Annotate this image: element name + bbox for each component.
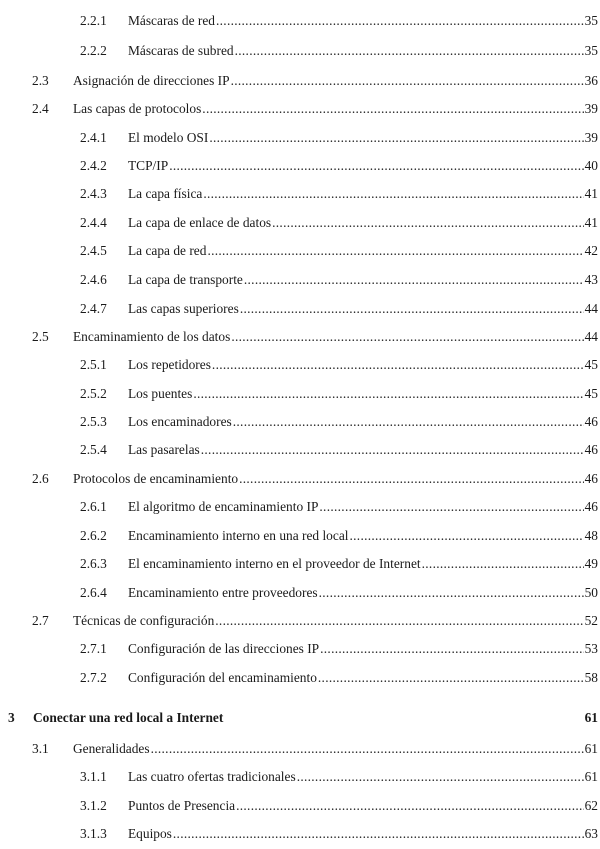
toc-entry-page: 52 bbox=[584, 613, 598, 628]
toc-entry-page: 42 bbox=[584, 243, 598, 258]
dot-leader bbox=[272, 212, 583, 234]
toc-entry[interactable] bbox=[0, 383, 600, 405]
toc-entry-number: 2.6.3 bbox=[80, 556, 107, 571]
toc-entry-number: 2.5 bbox=[32, 329, 49, 344]
dot-leader bbox=[209, 127, 583, 149]
toc-entry-page: 45 bbox=[584, 357, 598, 372]
toc-entry[interactable] bbox=[0, 269, 600, 291]
dot-leader bbox=[215, 610, 583, 632]
toc-entry-number: 2.6.1 bbox=[80, 499, 107, 514]
toc-entry-number: 2.4.2 bbox=[80, 158, 107, 173]
toc-entry[interactable] bbox=[0, 610, 600, 632]
toc-entry[interactable] bbox=[0, 70, 600, 92]
toc-entry-page: 44 bbox=[584, 329, 598, 344]
toc-entry[interactable] bbox=[0, 40, 600, 62]
toc-entry-title: Los puentes bbox=[128, 386, 193, 401]
toc-entry[interactable] bbox=[0, 10, 600, 32]
toc-entry-title: El algoritmo de encaminamiento IP bbox=[128, 499, 319, 514]
toc-entry-title: Las cuatro ofertas tradicionales bbox=[128, 769, 296, 784]
toc-entry[interactable] bbox=[0, 738, 600, 760]
toc-entry-title: Encaminamiento entre proveedores bbox=[128, 585, 318, 600]
toc-entry-number: 3 bbox=[8, 710, 15, 725]
toc-entry-number: 2.3 bbox=[32, 73, 49, 88]
toc-entry-title: Asignación de direcciones IP bbox=[73, 73, 230, 88]
dot-leader bbox=[201, 439, 584, 461]
toc-entry[interactable] bbox=[0, 326, 600, 348]
toc-entry-number: 3.1.3 bbox=[80, 826, 107, 841]
dot-leader bbox=[169, 155, 583, 177]
toc-entry-title: TCP/IP bbox=[128, 158, 169, 173]
toc-entry[interactable] bbox=[0, 298, 600, 320]
toc-entry-title: Protocolos de encaminamiento bbox=[73, 471, 239, 486]
toc-entry-page: 46 bbox=[584, 414, 598, 429]
toc-entry-title: Máscaras de subred bbox=[128, 43, 234, 58]
toc-entry-number: 2.6.2 bbox=[80, 528, 107, 543]
dot-leader bbox=[297, 766, 584, 788]
toc-entry-page: 36 bbox=[584, 73, 598, 88]
toc-entry-number: 3.1.1 bbox=[80, 769, 107, 784]
dot-leader bbox=[319, 582, 584, 604]
toc-entry-page: 49 bbox=[584, 556, 598, 571]
toc-entry-number: 2.7.2 bbox=[80, 670, 107, 685]
toc-entry-page: 41 bbox=[584, 215, 598, 230]
toc-entry[interactable] bbox=[0, 98, 600, 120]
dot-leader bbox=[350, 525, 584, 547]
dot-leader bbox=[244, 269, 584, 291]
toc-entry-page: 46 bbox=[584, 499, 598, 514]
dot-leader bbox=[422, 553, 584, 575]
toc-entry-page: 58 bbox=[584, 670, 598, 685]
toc-entry-number: 2.4 bbox=[32, 101, 49, 116]
dot-leader bbox=[233, 411, 584, 433]
toc-entry[interactable] bbox=[0, 354, 600, 376]
toc-entry-page: 63 bbox=[584, 826, 598, 841]
toc-entry[interactable] bbox=[0, 212, 600, 234]
toc-entry-title: Las capas superiores bbox=[128, 301, 239, 316]
toc-entry-page: 45 bbox=[584, 386, 598, 401]
toc-entry-number: 3.1.2 bbox=[80, 798, 107, 813]
dot-leader bbox=[235, 40, 584, 62]
toc-chapter-entry[interactable] bbox=[0, 707, 600, 729]
toc-entry[interactable] bbox=[0, 411, 600, 433]
toc-entry-page: 39 bbox=[584, 130, 598, 145]
toc-entry-number: 2.4.4 bbox=[80, 215, 107, 230]
toc-entry-page: 46 bbox=[584, 471, 598, 486]
toc-entry-number: 2.4.3 bbox=[80, 186, 107, 201]
toc-entry[interactable] bbox=[0, 553, 600, 575]
toc-entry-number: 2.5.3 bbox=[80, 414, 107, 429]
toc-entry-title: La capa física bbox=[128, 186, 203, 201]
toc-entry-number: 2.6 bbox=[32, 471, 49, 486]
toc-entry[interactable] bbox=[0, 795, 600, 817]
dot-leader bbox=[216, 10, 584, 32]
dot-leader bbox=[212, 354, 584, 376]
toc-entry-title: Las capas de protocolos bbox=[73, 101, 202, 116]
toc-entry-title: Técnicas de configuración bbox=[73, 613, 215, 628]
toc-entry[interactable] bbox=[0, 496, 600, 518]
toc-entry-title: La capa de enlace de datos bbox=[128, 215, 272, 230]
toc-entry-page: 43 bbox=[584, 272, 598, 287]
toc-entry-page: 41 bbox=[584, 186, 598, 201]
toc-entry-number: 2.4.5 bbox=[80, 243, 107, 258]
toc-entry-number: 2.2.1 bbox=[80, 13, 107, 28]
dot-leader bbox=[202, 98, 583, 120]
dot-leader bbox=[231, 70, 584, 92]
toc-entry-number: 2.7 bbox=[32, 613, 49, 628]
toc-entry-title: Generalidades bbox=[73, 741, 150, 756]
dot-leader bbox=[207, 240, 583, 262]
toc-entry[interactable] bbox=[0, 638, 600, 660]
toc-entry-title: Los encaminadores bbox=[128, 414, 232, 429]
toc-entry-number: 2.6.4 bbox=[80, 585, 107, 600]
toc-entry-number: 2.4.7 bbox=[80, 301, 107, 316]
toc-entry-title: Encaminamiento de los datos bbox=[73, 329, 231, 344]
dot-leader bbox=[319, 496, 583, 518]
toc-entry-page: 35 bbox=[584, 13, 598, 28]
toc-entry-title: Máscaras de red bbox=[128, 13, 215, 28]
dot-leader bbox=[240, 298, 584, 320]
toc-entry-page: 40 bbox=[584, 158, 598, 173]
toc-entry-page: 53 bbox=[584, 641, 598, 656]
toc-entry-number: 2.4.1 bbox=[80, 130, 107, 145]
toc-entry[interactable] bbox=[0, 766, 600, 788]
toc-entry[interactable] bbox=[0, 667, 600, 689]
dot-leader bbox=[203, 183, 583, 205]
toc-entry[interactable] bbox=[0, 823, 600, 845]
toc-entry-page: 50 bbox=[584, 585, 598, 600]
toc-entry-number: 2.2.2 bbox=[80, 43, 107, 58]
toc-entry[interactable] bbox=[0, 127, 600, 149]
toc-entry[interactable] bbox=[0, 240, 600, 262]
toc-entry-title: El modelo OSI bbox=[128, 130, 209, 145]
dot-leader bbox=[320, 638, 583, 660]
toc-entry[interactable] bbox=[0, 155, 600, 177]
toc-entry-title: Puntos de Presencia bbox=[128, 798, 236, 813]
toc-entry-page: 48 bbox=[584, 528, 598, 543]
toc-entry-number: 2.5.1 bbox=[80, 357, 107, 372]
toc-entry-title: Conectar una red local a Internet bbox=[33, 710, 224, 725]
toc-entry-title: La capa de red bbox=[128, 243, 207, 258]
toc-entry-title: Encaminamiento interno en una red local bbox=[128, 528, 349, 543]
toc-entry-number: 3.1 bbox=[32, 741, 49, 756]
toc-entry-page: 44 bbox=[584, 301, 598, 316]
toc-entry-page: 61 bbox=[584, 769, 598, 784]
toc-entry-number: 2.4.6 bbox=[80, 272, 107, 287]
toc-entry-title: Configuración de las direcciones IP bbox=[128, 641, 320, 656]
toc-entry[interactable] bbox=[0, 582, 600, 604]
toc-entry-number: 2.5.2 bbox=[80, 386, 107, 401]
dot-leader bbox=[231, 326, 583, 348]
toc-entry-page: 61 bbox=[584, 710, 598, 725]
toc-entry-title: Configuración del encaminamiento bbox=[128, 670, 317, 685]
dot-leader bbox=[173, 823, 584, 845]
dot-leader bbox=[236, 795, 584, 817]
dot-leader bbox=[193, 383, 583, 405]
toc-entry[interactable] bbox=[0, 525, 600, 547]
toc-entry-page: 35 bbox=[584, 43, 598, 58]
toc-entry-title: La capa de transporte bbox=[128, 272, 243, 287]
toc-entry-page: 39 bbox=[584, 101, 598, 116]
toc-entry-page: 46 bbox=[584, 442, 598, 457]
dot-leader bbox=[318, 667, 584, 689]
toc-entry-page: 62 bbox=[584, 798, 598, 813]
toc-entry[interactable] bbox=[0, 468, 600, 490]
toc-entry[interactable] bbox=[0, 439, 600, 461]
dot-leader bbox=[151, 738, 584, 760]
dot-leader bbox=[239, 468, 584, 490]
toc-entry-title: Las pasarelas bbox=[128, 442, 200, 457]
toc-entry-title: El encaminamiento interno en el proveedor de Internet bbox=[128, 556, 421, 571]
toc-entry-number: 2.5.4 bbox=[80, 442, 107, 457]
toc-entry-title: Equipos bbox=[128, 826, 172, 841]
toc-entry[interactable] bbox=[0, 183, 600, 205]
toc-entry-title: Los repetidores bbox=[128, 357, 211, 372]
toc-entry-number: 2.7.1 bbox=[80, 641, 107, 656]
toc-entry-page: 61 bbox=[584, 741, 598, 756]
